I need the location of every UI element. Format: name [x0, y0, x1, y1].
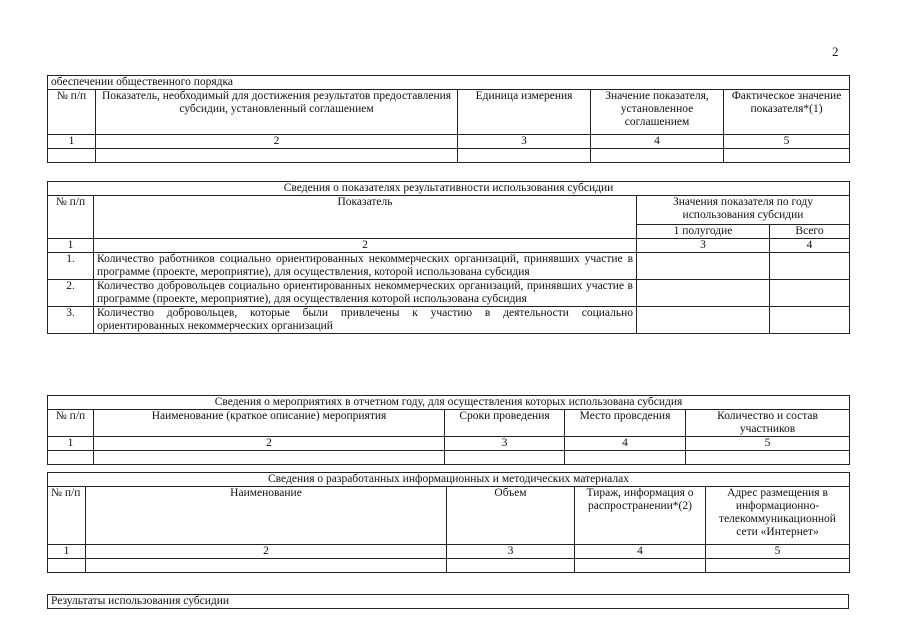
empty-row — [48, 149, 850, 163]
column-number: 3 — [447, 545, 575, 559]
header-cell: Адрес размещения в информационно-телекоммуникационной сети «Интернет» — [706, 487, 850, 545]
header-cell: Наименование (краткое описание) мероприятия — [94, 410, 445, 437]
header-cell: Тираж, информация о распространении*(2) — [575, 487, 706, 545]
section-title: Результаты использования субсидии — [48, 595, 849, 609]
column-number: 2 — [94, 239, 637, 253]
empty-row — [48, 451, 850, 465]
indicator-text: Количество добровольцев социально ориентированных некоммерческих организаций, принявших участие в программе (проекте, мероприятие), для осуществления которой использована субсидия — [94, 280, 637, 307]
header-cell: № п/п — [48, 196, 94, 239]
column-number: 3 — [445, 437, 565, 451]
header-cell: Фактическое значение показателя*(1) — [724, 90, 850, 135]
header-cell: Значения показателя по году использования субсидии — [637, 196, 850, 225]
page-number: 2 — [832, 44, 839, 59]
events-table — [47, 395, 850, 465]
header-cell: Всего — [770, 225, 850, 239]
section-title: Сведения о мероприятиях в отчетном году, для осуществления которых использована субсидия — [48, 396, 850, 410]
table-row — [48, 253, 850, 280]
column-number: 1 — [48, 545, 86, 559]
section-title: Сведения о разработанных информационных и методических материалах — [48, 473, 850, 487]
column-number: 2 — [94, 437, 445, 451]
header-cell: № п/п — [48, 487, 86, 545]
header-cell: № п/п — [48, 410, 94, 437]
header-cell: Наименование — [86, 487, 447, 545]
column-number: 4 — [770, 239, 850, 253]
indicator-text: Количество работников социально ориентированных некоммерческих организаций, принявших участие в программе (проекте, мероприятие), для осуществления, которой использована субсидия — [94, 253, 637, 280]
row-number: 2. — [48, 280, 94, 307]
row-number: 3. — [48, 307, 94, 334]
column-number: 2 — [86, 545, 447, 559]
row-number: 1. — [48, 253, 94, 280]
column-number: 5 — [724, 135, 850, 149]
header-cell: Сроки проведения — [445, 410, 565, 437]
column-number: 4 — [575, 545, 706, 559]
materials-table — [47, 472, 850, 573]
results-table — [47, 594, 849, 609]
header-cell: 1 полугодие — [637, 225, 770, 239]
column-number: 3 — [458, 135, 591, 149]
header-cell: Количество и состав участников — [686, 410, 850, 437]
header-cell: Значение показателя, установленное соглашением — [591, 90, 724, 135]
column-number: 4 — [565, 437, 686, 451]
section-title: обеспечении общественного порядка — [48, 76, 850, 90]
column-number: 1 — [48, 135, 96, 149]
section-title: Сведения о показателях результативности использования субсидии — [48, 182, 850, 196]
header-cell: Показатель — [94, 196, 637, 239]
column-number: 1 — [48, 437, 94, 451]
indicators-agreement-table — [47, 75, 850, 163]
header-cell: Единица измерения — [458, 90, 591, 135]
performance-indicators-table — [47, 181, 850, 334]
empty-row — [48, 559, 850, 573]
column-number: 1 — [48, 239, 94, 253]
column-number: 2 — [96, 135, 458, 149]
column-number: 5 — [686, 437, 850, 451]
column-number: 4 — [591, 135, 724, 149]
table-row — [48, 307, 850, 334]
column-number: 3 — [637, 239, 770, 253]
header-cell: Объем — [447, 487, 575, 545]
header-cell: Показатель, необходимый для достижения результатов предоставления субсидии, установленный соглашением — [96, 90, 458, 135]
table-row — [48, 280, 850, 307]
header-cell: № п/п — [48, 90, 96, 135]
header-cell: Место провсдения — [565, 410, 686, 437]
column-number: 5 — [706, 545, 850, 559]
indicator-text: Количество добровольцев, которые были привлечены к участию в деятельности социально ориентированных некоммерческих организаций — [94, 307, 637, 334]
